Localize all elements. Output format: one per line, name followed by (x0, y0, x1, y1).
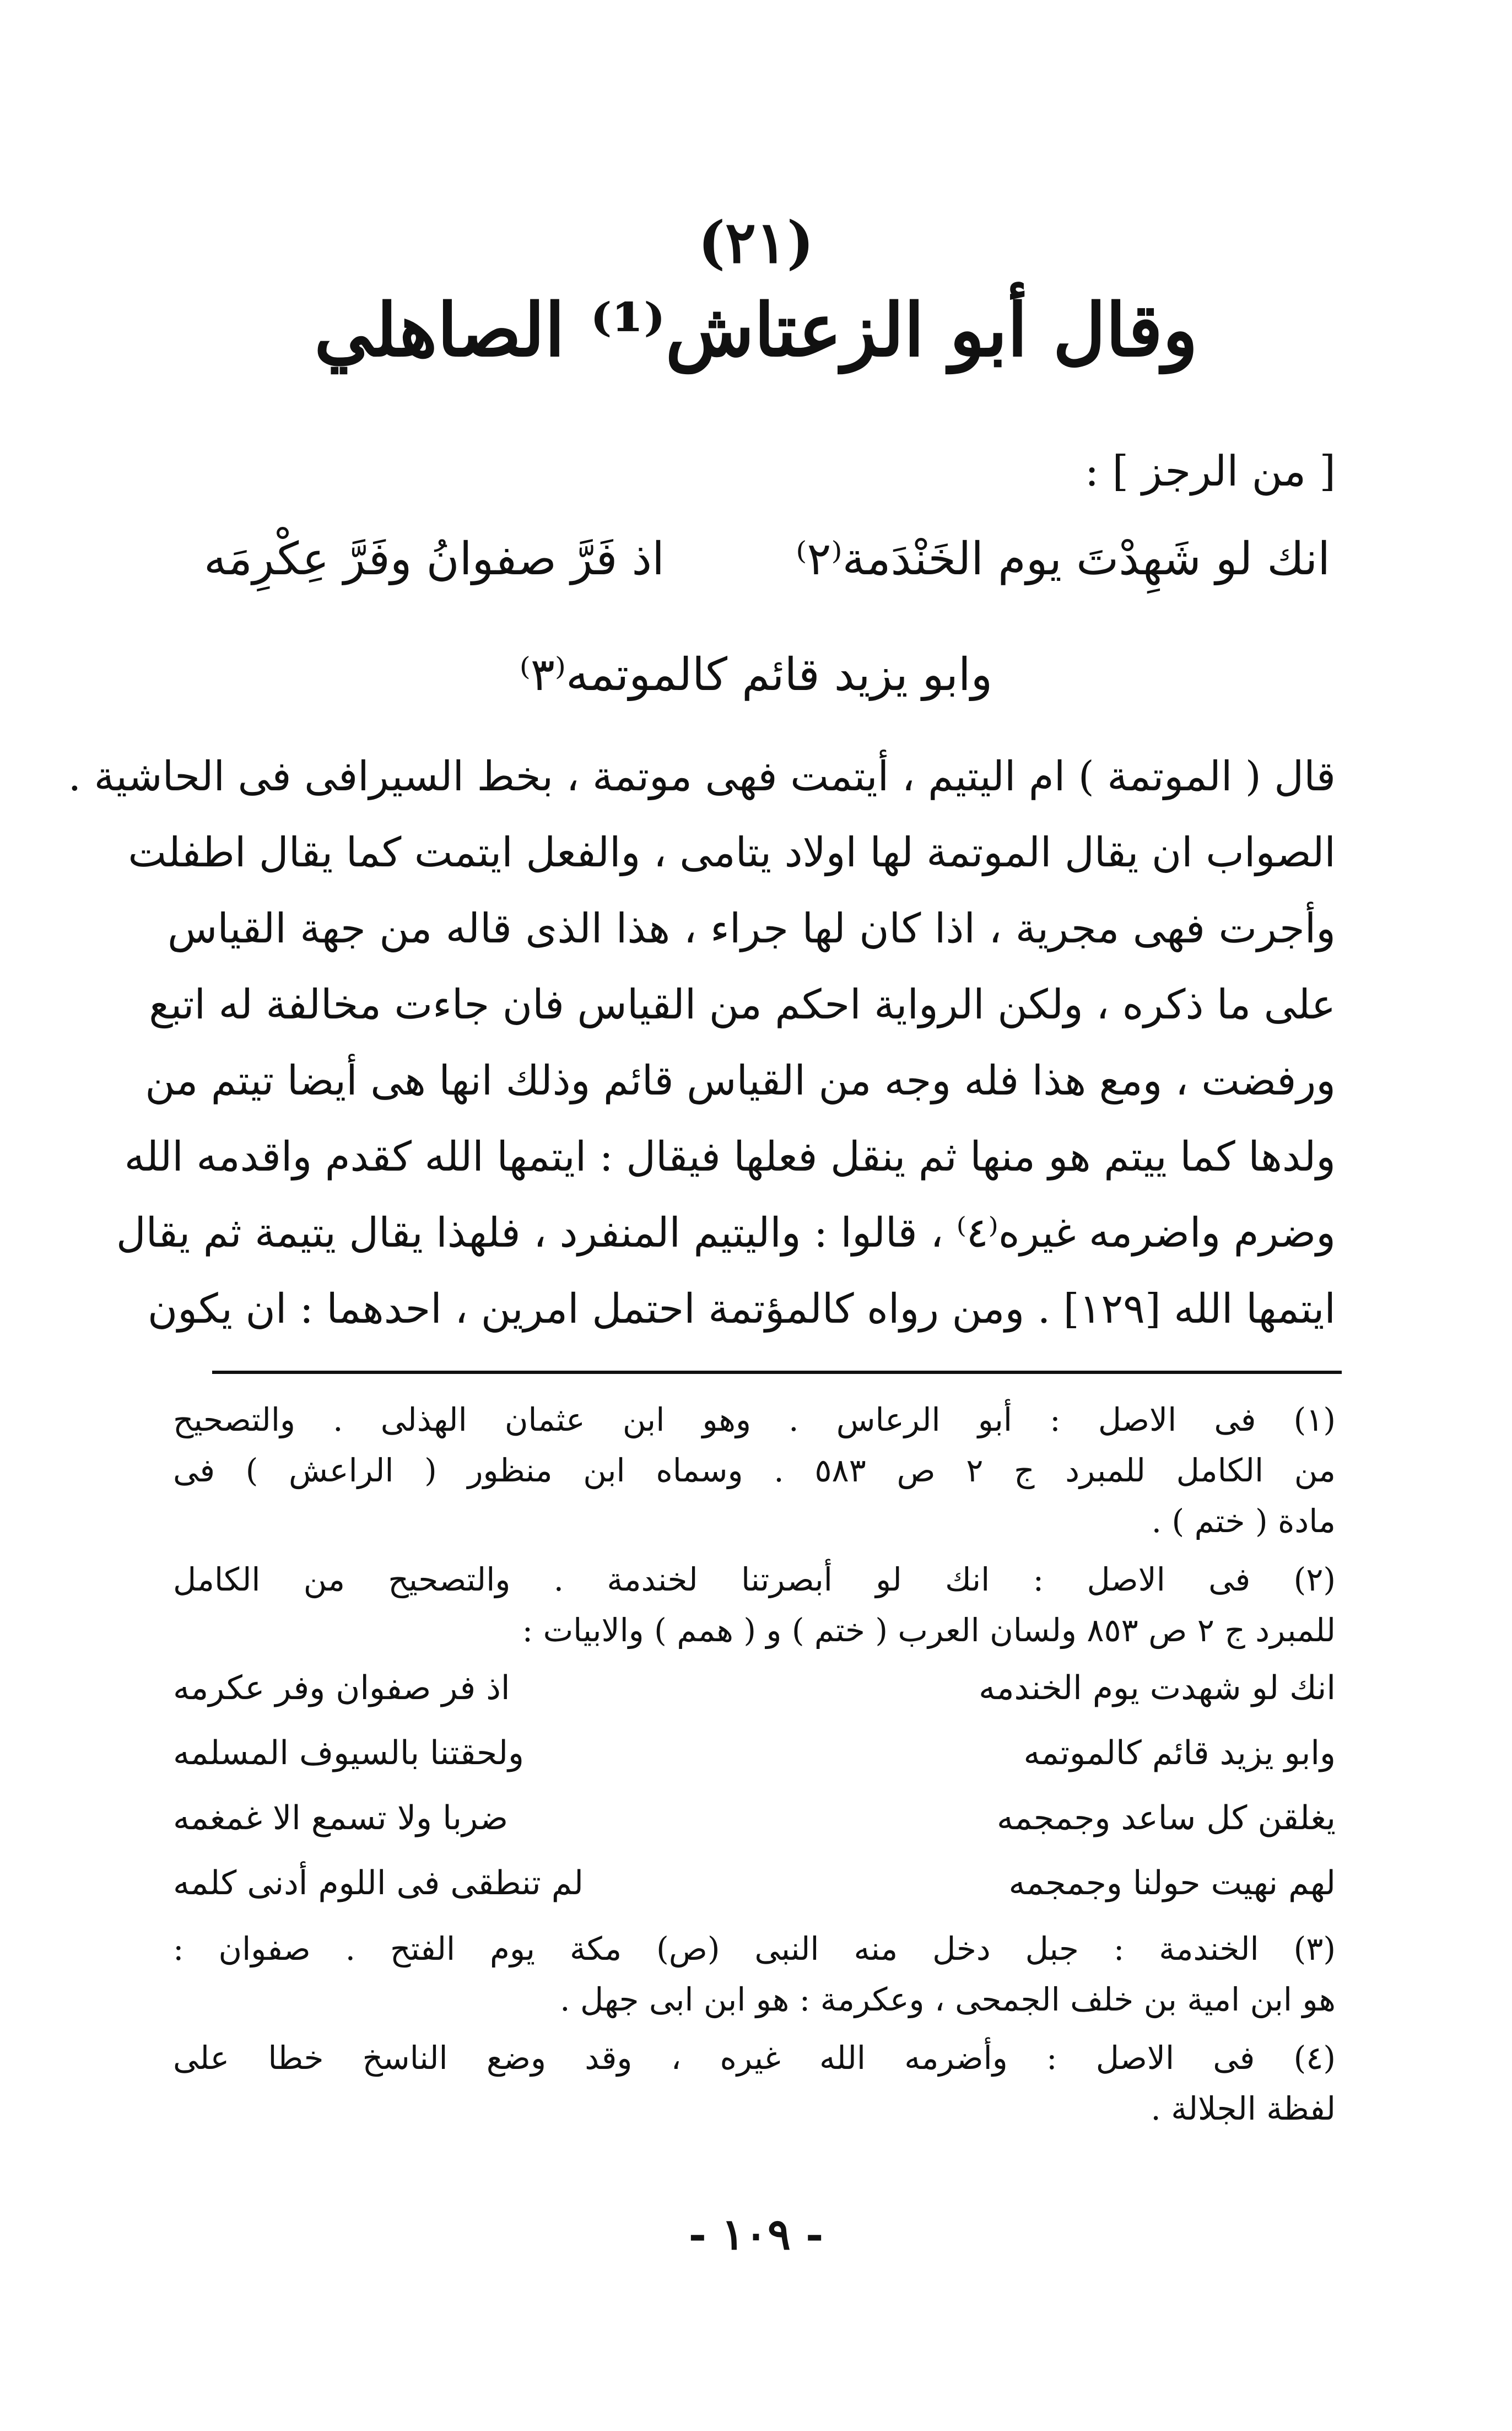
commentary-line: الصواب ان يقال الموتمة لها اولاد يتامى ، والفعل ايتمت كما يقال اطفلت (128, 829, 1336, 876)
commentary-line: وأجرت فهى مجرية ، اذا كان لها جراء ، هذا الذى قاله من جهة القياس (168, 905, 1336, 952)
commentary-line: قال ( الموتمة ) ام اليتيم ، أيتمت فهى موتمة ، بخط السيرافى فى الحاشية . (68, 753, 1336, 800)
footnote-line: للمبرد ج ٢ ص ٨٥٣ ولسان العرب ( ختم ) و ( همم ) والابيات : (522, 1611, 1336, 1649)
footnote-verse-second: اذ فر صفوان وفر عكرمه (173, 1669, 510, 1707)
footnote-verse (173, 1721, 1336, 1786)
poem-title: وقال أبو الزعتاش⁽¹⁾ الصاهلي (314, 288, 1198, 373)
commentary-line: ورفضت ، ومع هذا فله وجه من القياس قائم وذلك انها هى أيضا تيتم من (145, 1057, 1336, 1104)
footnote-line: من الكامل للمبرد ج ٢ ص ٥٨٣ . وسماه ابن منظور ( الراعش ) فى (173, 1452, 1336, 1489)
footnote-verse (173, 1786, 1336, 1851)
footnote-verse-first: لهم نهيت حولنا وجمجمه (1008, 1864, 1336, 1902)
footnotes (173, 1394, 1336, 2142)
footnote-line: (٤) فى الاصل : وأضرمه الله غيره ، وقد وضع الناسخ خطا على (173, 2039, 1336, 2077)
footnote-verse-first: وابو يزيد قائم كالموتمه (1023, 1734, 1336, 1772)
commentary-line: على ما ذكره ، ولكن الرواية احكم من القياس فان جاءت مخالفة له اتبع (149, 981, 1336, 1028)
commentary-line: ولدها كما ييتم هو منها ثم ينقل فعلها فيقال : ايتمها الله كقدم واقدمه الله (124, 1133, 1336, 1181)
meter-label: [ من الرجز ] : (1084, 446, 1336, 495)
commentary-line: وضرم واضرمه غيره⁽٤⁾ ، قالوا : واليتيم المنفرد ، فلهذا يقال يتيمة ثم يقال (116, 1209, 1336, 1257)
footnote-line: (١) فى الاصل : أبو الرعاس . وهو ابن عثمان الهذلى . والتصحيح (173, 1401, 1336, 1438)
footnote-line: (٢) فى الاصل : انك لو أبصرتنا لخندمة . والتصحيح من الكامل (173, 1561, 1336, 1598)
verse-2: وابو يزيد قائم كالموتمه⁽٣⁾ (519, 649, 993, 701)
footnote-verse-first: انك لو شهدت يوم الخندمه (979, 1669, 1336, 1707)
footnote-verse-second: ضربا ولا تسمع الا غمغمه (173, 1799, 509, 1837)
footnote-verse-first: يغلقن كل ساعد وجمجمه (997, 1799, 1336, 1837)
footnote-3 (173, 1923, 1336, 2025)
footnote-line: (٣) الخندمة : جبل دخل منه النبى (ص) مكة يوم الفتح . صفوان : (173, 1930, 1336, 1968)
footnote-1 (173, 1394, 1336, 1546)
commentary-line: ايتمها الله [١٢٩] . ومن رواه كالمؤتمة احتمل امرين ، احدهما : ان يكون (147, 1285, 1336, 1333)
poem-number: (٢١) (698, 208, 814, 276)
footnote-verse (173, 1851, 1336, 1916)
footnote-line: لفظة الجلالة . (1151, 2090, 1336, 2127)
footnote-4 (173, 2033, 1336, 2134)
verse-1-second-hemistich: اذ فَرَّ صفوانُ وفَرَّ عِكْرِمَه (204, 533, 665, 585)
page-number: - ١٠٩ - (688, 2209, 824, 2260)
footnote-line: مادة ( ختم ) . (1151, 1502, 1336, 1540)
verse-1-first-hemistich: انك لو شَهِدْتَ يوم الخَنْدَمة⁽٢⁾ (796, 533, 1330, 585)
footnote-verse-second: ولحقتنا بالسيوف المسلمه (173, 1734, 524, 1772)
footnote-verse (173, 1656, 1336, 1721)
footnote-separator (212, 1371, 1342, 1374)
footnote-2 (173, 1554, 1336, 1916)
footnote-verse-second: لم تنطقى فى اللوم أدنى كلمه (173, 1864, 584, 1902)
footnote-line: هو ابن امية بن خلف الجمحى ، وعكرمة : هو ابن ابى جهل . (560, 1981, 1336, 2018)
commentary (68, 739, 1336, 1347)
